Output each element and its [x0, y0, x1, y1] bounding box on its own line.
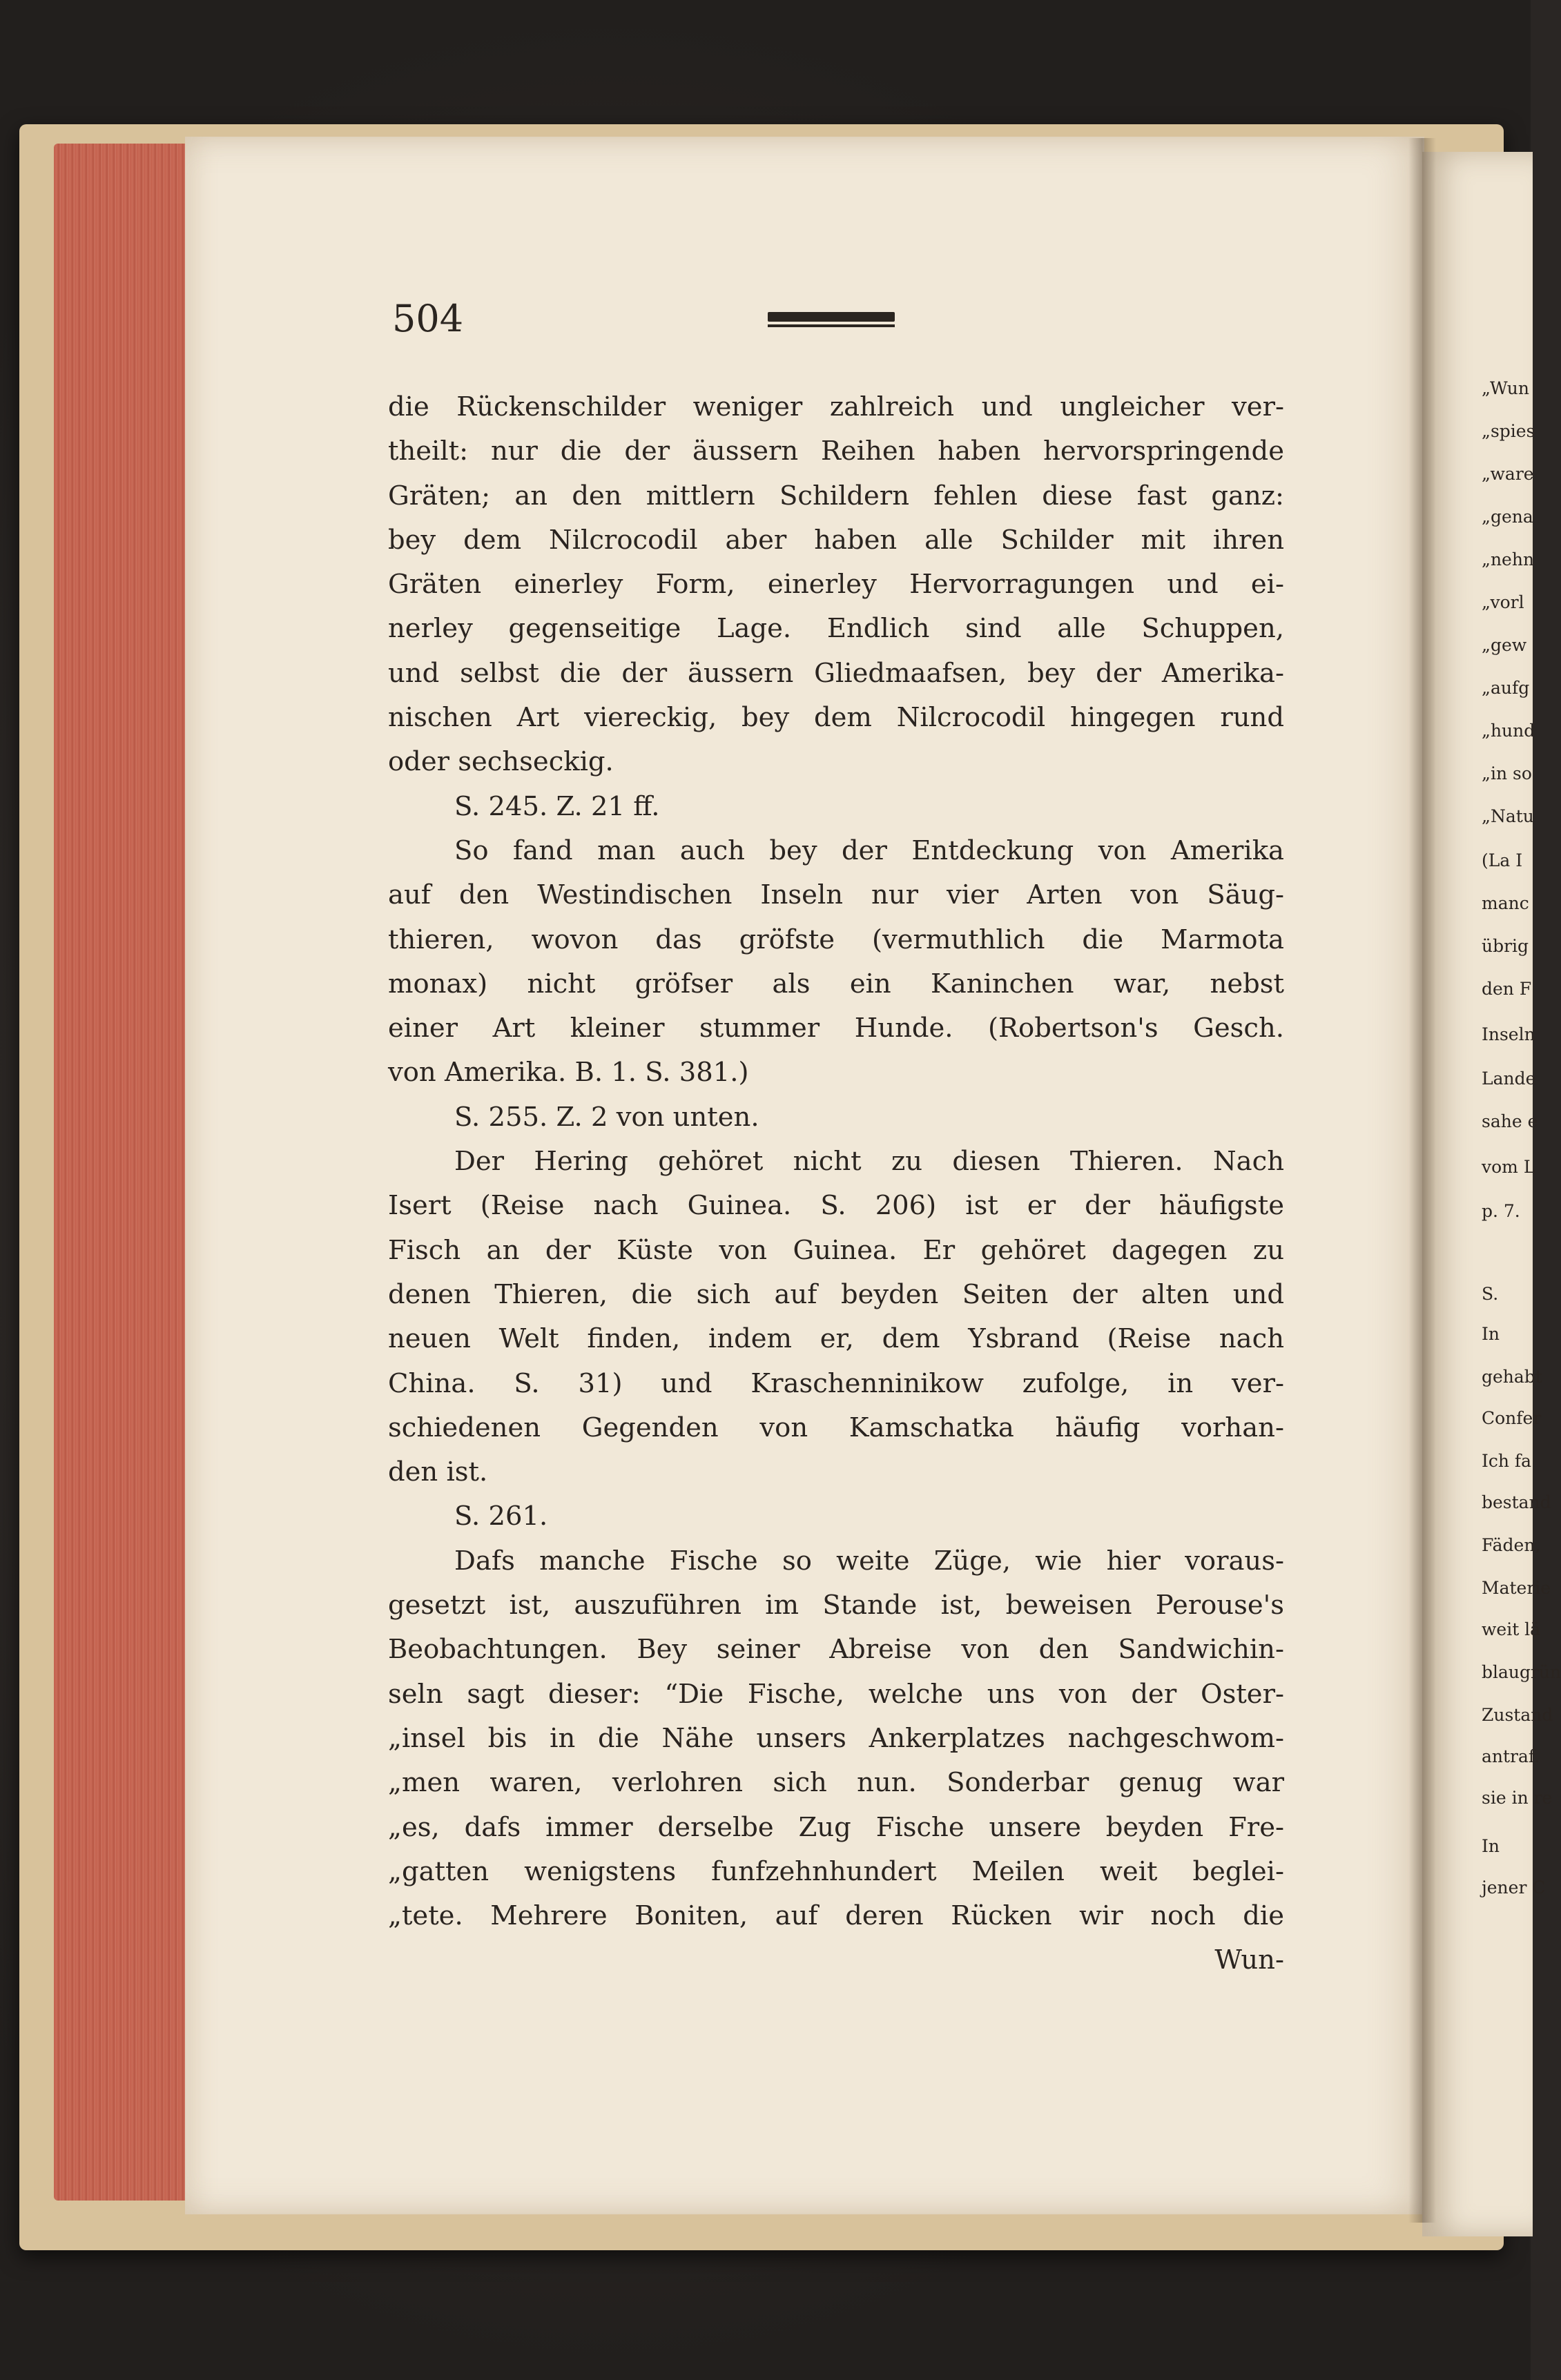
text-line: „insel bis in die Nähe unsers Ankerplatzes nachgeschwom- [388, 1722, 1284, 1754]
right-page-fragment: Zustand [1482, 1705, 1553, 1725]
text-line: schiedenen Gegenden von Kamschatka häufig vorhan- [388, 1412, 1284, 1443]
right-page-fragment: „vorl [1482, 592, 1524, 612]
right-page-fragment: „in so [1482, 763, 1532, 783]
right-page-fragment: „Wun [1482, 378, 1529, 398]
text-line: Isert (Reise nach Guinea. S. 206) ist er der häufigste [388, 1190, 1284, 1222]
text-line: die Rückenschilder weniger zahlreich und ungleicher ver- [388, 391, 1284, 422]
text-line: auf den Westindischen Inseln nur vier Arten von Säug- [388, 879, 1284, 911]
right-page-fragment: bestand [1482, 1492, 1551, 1512]
text-line: neuen Welt finden, indem er, dem Ysbrand (Reise nach [388, 1323, 1284, 1355]
text-line: Gräten; an den mittlern Schildern fehlen diese fast ganz: [388, 480, 1284, 511]
right-page-fragment: antraf. [1482, 1746, 1540, 1766]
right-page-fragment: S. [1482, 1284, 1499, 1304]
book-gutter [1408, 138, 1436, 2223]
right-page-fragment: „spies [1482, 421, 1535, 441]
text-line: den ist. [388, 1456, 488, 1488]
right-page-fragment: sie in re [1482, 1788, 1553, 1808]
text-line: S. 255. Z. 2 von unten. [454, 1101, 759, 1133]
right-page-fragment: Fäden, [1482, 1535, 1541, 1555]
text-line: denen Thieren, die sich auf beyden Seiten der alten und [388, 1278, 1284, 1310]
text-line: von Amerika. B. 1. S. 381.) [388, 1057, 749, 1089]
right-page-fragment: In [1482, 1324, 1500, 1344]
text-line: Beobachtungen. Bey seiner Abreise von den Sandwichin- [388, 1634, 1284, 1666]
right-page-fragment: (La I [1482, 850, 1523, 870]
page-text [388, 385, 1284, 1983]
header-rule [768, 312, 895, 322]
text-line: „men waren, verlohren sich nun. Sonderbar genug war [388, 1767, 1284, 1799]
text-line: Gräten einerley Form, einerley Hervorragungen und ei- [388, 569, 1284, 601]
right-page-fragment: „aufg [1482, 678, 1530, 698]
text-line: gesetzt ist, auszuführen im Stande ist, beweisen Perouse's [388, 1590, 1284, 1621]
text-line: S. 245. Z. 21 ff. [454, 790, 660, 822]
text-line: monax) nicht gröfser als ein Kaninchen war, nebst [388, 968, 1284, 999]
right-page-fragment: jener C [1482, 1877, 1546, 1898]
text-line: bey dem Nilcrocodil aber haben alle Schilder mit ihren [388, 524, 1284, 556]
text-line: einer Art kleiner stummer Hunde. (Robertson's Gesch. [388, 1013, 1284, 1044]
right-page-fragment: Lande [1482, 1069, 1536, 1089]
text-line: „gatten wenigstens funfzehnhundert Meilen weit beglei- [388, 1855, 1284, 1887]
right-page-fragment: „gew [1482, 635, 1527, 655]
text-line: theilt: nur die der äussern Reihen haben hervorspringende [388, 436, 1284, 467]
right-page-fragment: gehabt [1482, 1367, 1542, 1387]
text-line: China. S. 31) und Kraschenninikow zufolge, in ver- [388, 1367, 1284, 1399]
right-page-fragment: weit lä [1482, 1619, 1541, 1639]
text-line: „es, dafs immer derselbe Zug Fische unsere beyden Fre- [388, 1811, 1284, 1843]
page-number: 504 [392, 297, 464, 340]
right-page-fragment: p. 7. [1482, 1201, 1520, 1221]
right-page-fragment: vom L [1482, 1157, 1535, 1177]
text-line: So fand man auch bey der Entdeckung von Amerika [454, 835, 1284, 866]
right-page-fragment: In [1482, 1836, 1500, 1856]
text-line: oder sechseckig. [388, 746, 614, 778]
text-line: und selbst die der äussern Gliedmaafsen, bey der Amerika- [388, 657, 1284, 689]
text-line: Dafs manche Fische so weite Züge, wie hier voraus- [454, 1545, 1284, 1577]
right-page-fragment: Ich fa [1482, 1451, 1532, 1471]
text-line: „tete. Mehrere Boniten, auf deren Rücken wir noch die [388, 1900, 1284, 1932]
right-page-fragment: Inseln [1482, 1024, 1535, 1044]
right-page-fragment: Confer [1482, 1408, 1542, 1428]
text-line: S. 261. [454, 1501, 548, 1532]
right-page-fragment: Materie [1482, 1578, 1551, 1598]
right-page-fragment: übrig [1482, 936, 1529, 956]
right-page-fragment: den F [1482, 979, 1532, 999]
right-page-fragment: sahe e [1482, 1111, 1538, 1131]
text-line: nerley gegenseitige Lage. Endlich sind alle Schuppen, [388, 613, 1284, 645]
text-line: Der Hering gehöret nicht zu diesen Thieren. Nach [454, 1146, 1284, 1178]
text-line: seln sagt dieser: “Die Fische, welche uns von der Oster- [388, 1678, 1284, 1710]
right-page-fragment: „gena [1482, 507, 1533, 527]
text-line: thieren, wovon das gröfste (vermuthlich die Marmota [388, 924, 1284, 955]
right-page-fragment: „nehn [1482, 549, 1535, 569]
right-page-fragment: „ware [1482, 464, 1534, 484]
right-page-fragment: manc [1482, 893, 1529, 913]
right-page-fragment: „Natu [1482, 806, 1534, 826]
right-page-fragment: „hund [1482, 721, 1535, 741]
text-line: Wun- [1214, 1944, 1284, 1976]
text-line: nischen Art viereckig, bey dem Nilcrocodil hingegen rund [388, 702, 1284, 734]
text-line: Fisch an der Küste von Guinea. Er gehöret dagegen zu [388, 1234, 1284, 1266]
right-page-fragment: blaugrün [1482, 1662, 1561, 1682]
page-edges [54, 144, 192, 2201]
